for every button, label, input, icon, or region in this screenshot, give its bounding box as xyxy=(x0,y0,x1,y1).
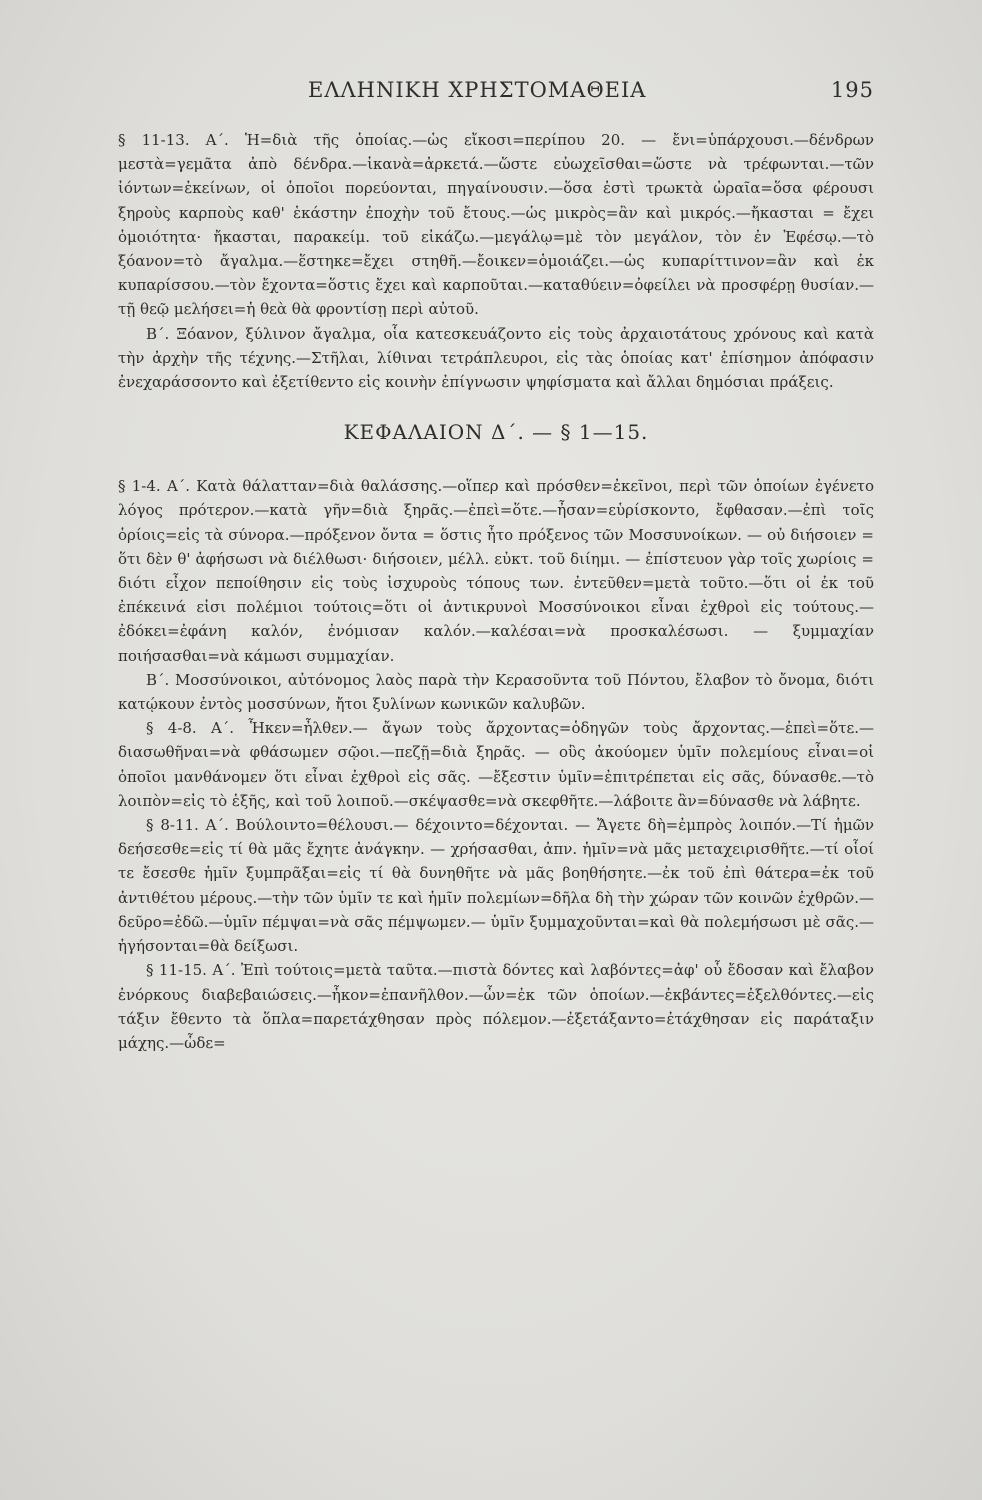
note-paragraph: § 8-11. Α΄. Βούλοιντο=θέλουσι.— δέχοιντο=δέχονται. — Ἄγετε δὴ=ἐμπρὸς λοιπόν.—Τί ἡμῶν δεήσεσθε=εἰς τί θὰ μᾶς ἔχητε ἀνάγκην. — χρήσασθαι, ἀπν. ἡμῖν=νὰ μᾶς μεταχειρισθῆτε.—τί οἷοί τε ἔσεσθε ἡμῖν ξυμπρᾶξαι=εἰς τί θὰ δυνηθῆτε νὰ μᾶς βοηθήσητε.—ἐκ τοῦ ἐπὶ θάτερα=ἐκ τοῦ ἀντιθέτου μέρους.—τὴν τῶν ὑμῖν τε καὶ ἡμῖν πολεμίων=δῆλα δὴ τὴν χώραν τῶν κοινῶν ἐχθρῶν.—δεῦρο=ἐδῶ.—ὑμῖν πέμψαι=νὰ σᾶς πέμψωμεν.— ὑμῖν ξυμμαχοῦνται=καὶ θὰ πολεμήσωσι μὲ σᾶς.—ἡγήσονται=θὰ δείξωσι. xyxy=(118,816,874,956)
note-paragraph: § 11-15. Α΄. Ἐπὶ τούτοις=μετὰ ταῦτα.—πιστὰ δόντες καὶ λαβόντες=ἀφ' οὗ ἔδοσαν καὶ ἔλαβον ἐνόρκους διαβεβαιώσεις.—ἧκον=ἐπανῆλθον.—ὧν=ἐκ τῶν ὁποίων.—ἐκβάντες=ἐξελθόντες.—εἰς τάξιν ἔθεντο τὰ ὅπλα=παρετάχθησαν πρὸς πόλεμον.—ἐξετάξαντο=ἐτάχθησαν εἰς παράταξιν μάχης.—ὧδε= xyxy=(118,961,874,1052)
note-paragraph: § 1-4. Α΄. Κατὰ θάλατταν=διὰ θαλάσσης.—οἵπερ καὶ πρόσθεν=ἐκεῖνοι, περὶ τῶν ὁποίων ἐγένετο λόγος πρότερον.—κατὰ γῆν=διὰ ξηρᾶς.—ἐπεὶ=ὅτε.—ἦσαν=εὑρίσκοντο, ἔφθασαν.—ἐπὶ τοῖς ὁρίοις=εἰς τὰ σύνορα.—πρόξενον ὄντα = ὅστις ἦτο πρόξενος τῶν Μοσσυνοίκων. — οὐ διήσοιεν = ὅτι δὲν θ' ἀφήσωσι νὰ διέλθωσι· διήσοιεν, μέλλ. εὐκτ. τοῦ διίημι. — ἐπίστευον γὰρ τοῖς χωρίοις = διότι εἶχον πεποίθησιν εἰς τοὺς ἰσχυροὺς τόπους των. ἐντεῦθεν=μετὰ τοῦτο.—ὅτι οἱ ἐκ τοῦ ἐπέκεινά εἰσι πολέμιοι τούτοις=ὅτι οἱ ἀντικρυνοὶ Μοσσύνοικοι εἶναι ἐχθροὶ εἰς τούτους.—ἐδόκει=ἐφάνη καλόν, ἐνόμισαν καλόν.—καλέσαι=νὰ προσκαλέσωσι. — ξυμμαχίαν ποιήσασθαι=νὰ κάμωσι συμμαχίαν. xyxy=(118,477,874,665)
note-paragraph: § 4-8. Α΄. Ἧκεν=ἦλθεν.— ἄγων τοὺς ἄρχοντας=ὁδηγῶν τοὺς ἄρχοντας.—ἐπεὶ=ὅτε.—διασωθῆναι=νὰ φθάσωμεν σῷοι.—πεζῇ=διὰ ξηρᾶς. — οὓς ἀκούομεν ὑμῖν πολεμίους εἶναι=οἱ ὁποῖοι μανθάνομεν ὅτι εἶναι ἐχθροὶ εἰς σᾶς. —ἔξεστιν ὑμῖν=ἐπιτρέπεται εἰς σᾶς, δύνασθε.—τὸ λοιπὸν=εἰς τὸ ἑξῆς, καὶ τοῦ λοιποῦ.—σκέψασθε=νὰ σκεφθῆτε.—λάβοιτε ἂν=δύνασθε νὰ λάβητε. xyxy=(118,719,874,810)
notes-chapter xyxy=(118,474,874,1055)
running-head xyxy=(118,78,874,102)
note-paragraph: § 11-13. Α΄. Ἡ=διὰ τῆς ὁποίας.—ὡς εἴκοσι=περίπου 20. — ἔνι=ὑπάρχουσι.—δένδρων μεστὰ=γεμᾶτα ἀπὸ δένδρα.—ἱκανὰ=ἀρκετά.—ὥστε εὐωχεῖσθαι=ὥστε νὰ τρέφωνται.—τῶν ἰόντων=ἐκείνων, οἱ ὁποῖοι πορεύονται, πηγαίνουσιν.—ὅσα ἐστὶ τρωκτὰ ὡραῖα=ὅσα φέρουσι ξηροὺς καρποὺς καθ' ἑκάστην ἐποχὴν τοῦ ἔτους.—ὡς μικρὸς=ἂν καὶ μικρός.—ἤκασται = ἔχει ὁμοιότητα· ἤκασται, παρακείμ. τοῦ εἰκάζω.—μεγάλῳ=μὲ τὸν μεγάλον, τὸν ἐν Ἐφέσῳ.—τὸ ξόανον=τὸ ἄγαλμα.—ἕστηκε=ἔχει στηθῆ.—ἔοικεν=ὁμοιάζει.—ὡς κυπαρίττινον=ἂν καὶ ἐκ κυπαρίσσου.—τὸν ἔχοντα=ὅστις ἔχει καὶ καρποῦται.—καταθύειν=ὀφείλει νὰ προσφέρῃ θυσίαν.—τῇ θεῷ μελήσει=ἡ θεὰ θὰ φροντίσῃ περὶ αὐτοῦ. xyxy=(118,131,874,319)
notes-top xyxy=(118,128,874,394)
running-title: ΕΛΛΗΝΙΚΗ ΧΡΗΣΤΟΜΑΘΕΙΑ xyxy=(308,78,647,102)
chapter-heading: ΚΕΦΑΛΑΙΟΝ Δ΄. — § 1—15. xyxy=(343,420,649,445)
page-number: 195 xyxy=(830,78,874,102)
note-paragraph: Β΄. Ξόανον, ξύλινον ἄγαλμα, οἷα κατεσκευάζοντο εἰς τοὺς ἀρχαιοτάτους χρόνους καὶ κατὰ τὴν ἀρχὴν τῆς τέχνης.—Στῆλαι, λίθιναι τετράπλευροι, εἰς τὰς ὁποίας κατ' ἐπίσημον ἀπόφασιν ἐνεχαράσσοντο καὶ ἐξετίθεντο εἰς κοινὴν ἐπίγνωσιν ψηφίσματα καὶ ἄλλαι δημόσιαι πράξεις. xyxy=(118,324,874,392)
note-paragraph: Β΄. Μοσσύνοικοι, αὐτόνομος λαὸς παρὰ τὴν Κερασοῦντα τοῦ Πόντου, ἔλαβον τὸ ὄνομα, διότι κατῴκουν ἐντὸς μοσσύνων, ἤτοι ξυλίνων κωνικῶν καλυβῶν. xyxy=(118,670,874,714)
